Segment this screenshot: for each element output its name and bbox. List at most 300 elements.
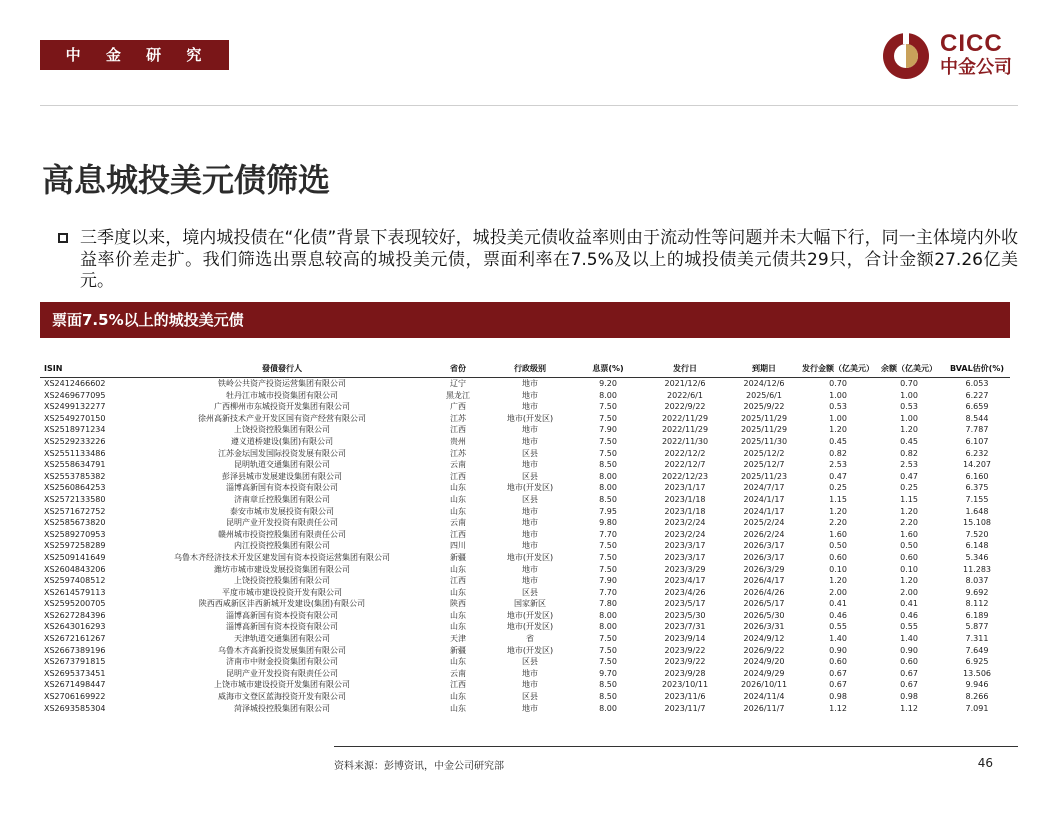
bond-table (40, 360, 1010, 714)
table-cell: 1.20 (900, 576, 918, 586)
table-cell: 贵州 (450, 436, 466, 446)
table-cell: 0.67 (900, 680, 918, 690)
table-cell: XS2597258289 (44, 541, 106, 551)
table-cell: 地市(开发区) (506, 610, 554, 620)
department-tag: 中 金 研 究 部 (40, 40, 229, 70)
table-cell: 0.70 (900, 379, 918, 388)
table-row (40, 494, 1010, 506)
table-cell: 遵义道桥建设(集团)有限公司 (230, 436, 334, 446)
table-cell: 昆明产业开发投资有限责任公司 (226, 518, 338, 528)
table-cell: 8.50 (599, 460, 617, 470)
table-cell: XS2469677095 (44, 390, 106, 400)
table-row (40, 436, 1010, 448)
table-row (40, 413, 1010, 425)
section-banner (40, 302, 1010, 338)
col-header: 发行日 (644, 360, 726, 378)
table-row (40, 633, 1010, 645)
table-cell: XS2412466602 (44, 379, 106, 388)
table-cell: 0.41 (829, 599, 847, 609)
table-cell: 1.20 (829, 425, 847, 435)
table-cell: 0.41 (900, 599, 918, 609)
table-cell: 2024/9/29 (743, 668, 785, 678)
table-cell: 0.82 (900, 448, 918, 458)
table-cell: 地市 (522, 390, 538, 400)
table-cell: 地市 (522, 529, 538, 539)
table-cell: 江苏 (450, 413, 466, 423)
table-cell: 地市 (522, 460, 538, 470)
table-row (40, 703, 1010, 715)
summary-text: 三季度以来，境内城投债在“化债”背景下表现较好，城投美元债收益率则由于流动性等问题并未大幅下行，同一主体境内外收益率价差走扩。我们筛选出票息较高的城投美元债，票面利率在7.5%及以上的城投债美元债共29只，合计金额27.26亿美元。 (80, 228, 1018, 291)
table-cell: 0.53 (900, 402, 918, 412)
table-cell: 2023/4/26 (664, 587, 706, 597)
table-row (40, 378, 1010, 390)
table-row (40, 564, 1010, 576)
table-cell: 7.155 (965, 494, 989, 504)
table-cell: 2021/12/6 (664, 379, 706, 388)
table-cell: 泰安市城市发展投资有限公司 (230, 506, 334, 516)
table-cell: 地市 (522, 576, 538, 586)
table-body (40, 378, 1010, 715)
table-cell: XS2589270953 (44, 529, 106, 539)
table-cell: 乌鲁木齐高新投资发展集团有限公司 (218, 645, 346, 655)
table-cell: 2022/6/1 (667, 390, 703, 400)
table-cell: 8.00 (599, 703, 617, 713)
table-cell: 2025/12/7 (743, 460, 785, 470)
table-cell: 陕西 (450, 599, 466, 609)
table-cell: 0.60 (900, 657, 918, 667)
table-cell: 9.20 (599, 379, 617, 388)
table-cell: 上饶投资控股集团有限公司 (234, 576, 330, 586)
table-cell: 江苏金坛国发国际投资发展有限公司 (218, 448, 346, 458)
table-cell: 2025/11/29 (740, 413, 788, 423)
table-cell: 乌鲁木齐经济技术开发区建发国有资本投资运营集团有限公司 (174, 552, 390, 562)
table-cell: 赣州城市投资控股集团有限责任公司 (218, 529, 346, 539)
table-row (40, 517, 1010, 529)
table-cell: 内江投资控股集团有限公司 (234, 541, 330, 551)
table-cell: 8.00 (599, 390, 617, 400)
table-cell: 山东 (450, 587, 466, 597)
table-cell: 1.20 (900, 506, 918, 516)
table-cell: 天津轨道交通集团有限公司 (234, 634, 330, 644)
table-cell: 2024/9/20 (743, 657, 785, 667)
table-row (40, 506, 1010, 518)
table-cell: 2026/3/17 (743, 541, 785, 551)
table-cell: 8.00 (599, 610, 617, 620)
table-cell: 0.10 (829, 564, 847, 574)
table-cell: XS2672161267 (44, 634, 106, 644)
table-row (40, 529, 1010, 541)
table-cell: 9.946 (965, 680, 989, 690)
table-cell: 2024/7/17 (743, 483, 785, 493)
table-cell: 2026/5/30 (743, 610, 785, 620)
table-cell: 2.00 (900, 587, 918, 597)
table-row (40, 598, 1010, 610)
table-cell: 地市 (522, 518, 538, 528)
table-cell: 2023/10/11 (661, 680, 709, 690)
table-cell: 区县 (522, 448, 538, 458)
table-cell: 山东 (450, 494, 466, 504)
table-cell: 9.692 (965, 587, 989, 597)
table-cell: 地市(开发区) (506, 552, 554, 562)
table-cell: 6.107 (965, 436, 989, 446)
table-cell: 0.46 (900, 610, 918, 620)
table-cell: 0.67 (829, 680, 847, 690)
table-cell: 0.45 (829, 436, 847, 446)
table-row (40, 540, 1010, 552)
table-cell: 2025/6/1 (746, 390, 782, 400)
table-cell: 2024/1/17 (743, 494, 785, 504)
table-cell: 7.311 (965, 634, 989, 644)
table-cell: 区县 (522, 587, 538, 597)
table-cell: 2026/4/17 (743, 576, 785, 586)
table-cell: XS2673791815 (44, 657, 106, 667)
table-cell: 潍坊市城市建设发展投资集团有限公司 (214, 564, 350, 574)
col-header: 發債發行人 (136, 360, 428, 378)
col-header: ISIN (40, 360, 136, 378)
table-cell: 云南 (450, 668, 466, 678)
table-cell: 2022/12/23 (661, 471, 709, 481)
table-cell: 1.40 (829, 634, 847, 644)
table-cell: 2022/12/7 (664, 460, 706, 470)
table-cell: 2026/3/17 (743, 552, 785, 562)
table-cell: 1.15 (900, 494, 918, 504)
table-cell: 地市 (522, 541, 538, 551)
table-cell: 1.60 (829, 529, 847, 539)
table-cell: 8.50 (599, 494, 617, 504)
table-cell: 1.40 (900, 634, 918, 644)
table-row (40, 482, 1010, 494)
table-cell: 1.00 (829, 390, 847, 400)
table-cell: 7.50 (599, 657, 617, 667)
table-cell: 地市(开发区) (506, 645, 554, 655)
col-header: 发行金额（亿美元） (802, 360, 874, 378)
page-title: 高息城投美元债筛选 (42, 161, 331, 199)
table-cell: 山东 (450, 564, 466, 574)
table-cell: 1.20 (900, 425, 918, 435)
table-cell: 2023/1/18 (664, 494, 706, 504)
table-cell: XS2614579113 (44, 587, 106, 597)
table-cell: 2022/11/30 (661, 436, 709, 446)
table-cell: 2024/11/4 (743, 692, 785, 702)
table-cell: 地市 (522, 425, 538, 435)
table-cell: 0.90 (900, 645, 918, 655)
table-cell: 0.67 (829, 668, 847, 678)
table-cell: XS2518971234 (44, 425, 106, 435)
table-cell: 1.12 (900, 703, 918, 713)
table-cell: 菏泽城投控股集团有限公司 (234, 703, 330, 713)
table-cell: 辽宁 (450, 379, 466, 388)
table-cell: 济南市中财金投资集团有限公司 (226, 657, 338, 667)
table-cell: 地市 (522, 379, 538, 388)
table-cell: 7.50 (599, 541, 617, 551)
table-cell: 云南 (450, 518, 466, 528)
table-cell: 8.00 (599, 471, 617, 481)
table-cell: 广西 (450, 402, 466, 412)
table-cell: 7.50 (599, 564, 617, 574)
table-cell: 广西柳州市东城投资开发集团有限公司 (214, 402, 350, 412)
table-cell: 6.375 (965, 483, 989, 493)
table-cell: 昆明轨道交通集团有限公司 (234, 460, 330, 470)
table-cell: 14.207 (963, 460, 991, 470)
table-cell: XS2627284396 (44, 610, 106, 620)
table-cell: 2.20 (829, 518, 847, 528)
table-row (40, 610, 1010, 622)
table-cell: 云南 (450, 460, 466, 470)
table-cell: XS2553785382 (44, 471, 106, 481)
table-row (40, 448, 1010, 460)
table-cell: 陕西西咸新区沣西新城开发建设(集团)有限公司 (198, 599, 366, 609)
table-cell: 9.70 (599, 668, 617, 678)
table-cell: 2023/9/22 (664, 657, 706, 667)
logo-chinese: 中金公司 (940, 57, 1012, 78)
section-title: 票面7.5%以上的城投美元债 (52, 311, 244, 329)
table-row (40, 621, 1010, 633)
table-cell: 2026/9/22 (743, 645, 785, 655)
table-cell: XS2595200705 (44, 599, 106, 609)
table-row (40, 645, 1010, 657)
table-cell: 8.50 (599, 692, 617, 702)
table-cell: 2023/2/24 (664, 529, 706, 539)
table-cell: 6.189 (965, 610, 989, 620)
table-cell: 地市 (522, 564, 538, 574)
source-note: 资料来源：彭博资讯，中金公司研究部 (334, 761, 504, 772)
table-cell: XS2585673820 (44, 518, 106, 528)
table-cell: 山东 (450, 622, 466, 632)
table-cell: XS2706169922 (44, 692, 106, 702)
table-cell: 0.25 (900, 483, 918, 493)
table-cell: 2022/11/29 (661, 425, 709, 435)
table-cell: 区县 (522, 657, 538, 667)
table-cell: 铁岭公共资产投资运营集团有限公司 (218, 379, 346, 388)
table-cell: XS2597408512 (44, 576, 106, 586)
table-row (40, 552, 1010, 564)
col-header: BVAL估价(%) (944, 360, 1010, 378)
table-cell: 2026/11/7 (743, 703, 785, 713)
table-cell: 0.60 (829, 552, 847, 562)
table-cell: 1.60 (900, 529, 918, 539)
table-cell: 山东 (450, 692, 466, 702)
table-cell: 7.787 (965, 425, 989, 435)
table-cell: 7.50 (599, 402, 617, 412)
table-cell: 黑龙江 (446, 390, 470, 400)
table-cell: 1.00 (900, 413, 918, 423)
table-cell: 7.50 (599, 436, 617, 446)
table-cell: 地市 (522, 506, 538, 516)
table-cell: 2023/3/29 (664, 564, 706, 574)
table-cell: 11.283 (963, 564, 991, 574)
table-cell: 0.46 (829, 610, 847, 620)
table-cell: 1.12 (829, 703, 847, 713)
table-cell: 2023/5/17 (664, 599, 706, 609)
table-cell: 7.90 (599, 425, 617, 435)
table-cell: XS2560864253 (44, 483, 106, 493)
table-cell: XS2551133486 (44, 448, 106, 458)
table-cell: 淄博高新国有资本投资有限公司 (226, 483, 338, 493)
table-cell: XS2529233226 (44, 436, 106, 446)
table-row (40, 390, 1010, 402)
table-cell: 8.00 (599, 483, 617, 493)
table-cell: 地市(开发区) (506, 413, 554, 423)
table-cell: 徐州高新技术产业开发区国有资产经营有限公司 (198, 413, 366, 423)
table-cell: XS2509141649 (44, 552, 106, 562)
table-cell: 地市(开发区) (506, 622, 554, 632)
table-cell: 山东 (450, 483, 466, 493)
table-cell: 5.346 (965, 552, 989, 562)
table-cell: 2025/9/22 (743, 402, 785, 412)
footer-divider (334, 746, 1018, 747)
table-cell: XS2571672752 (44, 506, 106, 516)
table-cell: 2025/12/2 (743, 448, 785, 458)
table-cell: 地市(开发区) (506, 483, 554, 493)
table-row (40, 679, 1010, 691)
table-cell: 8.00 (599, 622, 617, 632)
table-cell: 0.55 (829, 622, 847, 632)
table-cell: 0.55 (900, 622, 918, 632)
table-cell: 威海市文登区蓝海投资开发有限公司 (218, 692, 346, 702)
table-cell: 2025/2/24 (743, 518, 785, 528)
table-cell: 1.20 (829, 576, 847, 586)
table-cell: 0.90 (829, 645, 847, 655)
table-cell: 7.50 (599, 552, 617, 562)
table-cell: XS2667389196 (44, 645, 106, 655)
col-header: 行政级别 (488, 360, 572, 378)
table-cell: 淄博高新国有资本投资有限公司 (226, 622, 338, 632)
table-cell: 2023/11/7 (664, 703, 706, 713)
table-cell: 0.45 (900, 436, 918, 446)
table-cell: 2025/11/30 (740, 436, 788, 446)
table-cell: 上饶投资控股集团有限公司 (234, 425, 330, 435)
logo-english: CICC (940, 30, 1003, 57)
table-cell: 0.47 (829, 471, 847, 481)
table-cell: 7.50 (599, 634, 617, 644)
table-cell: 0.50 (829, 541, 847, 551)
table-cell: 0.60 (829, 657, 847, 667)
table-cell: 区县 (522, 494, 538, 504)
table-row (40, 401, 1010, 413)
table-cell: 2023/7/31 (664, 622, 706, 632)
table-cell: 2023/1/18 (664, 506, 706, 516)
table-cell: 0.67 (900, 668, 918, 678)
header-divider (40, 105, 1018, 106)
table-cell: 山东 (450, 610, 466, 620)
table-cell: 2024/1/17 (743, 506, 785, 516)
table-cell: 8.544 (965, 413, 989, 423)
table-cell: 6.925 (965, 657, 989, 667)
table-cell: 13.506 (963, 668, 991, 678)
col-header: 到期日 (726, 360, 802, 378)
table-cell: 7.70 (599, 529, 617, 539)
table-cell: 2025/11/23 (740, 471, 788, 481)
table-cell: 地市 (522, 703, 538, 713)
table-cell: 0.82 (829, 448, 847, 458)
table-cell: 5.877 (965, 622, 989, 632)
table-cell: 6.227 (965, 390, 989, 400)
table-cell: 2023/2/24 (664, 518, 706, 528)
table-row (40, 668, 1010, 680)
cicc-logo (882, 30, 1022, 84)
table-cell: 地市 (522, 668, 538, 678)
table-cell: 地市 (522, 402, 538, 412)
table-cell: 省 (526, 634, 534, 644)
table-cell: 2023/4/17 (664, 576, 706, 586)
table-cell: 0.98 (900, 692, 918, 702)
table-cell: 2023/3/17 (664, 541, 706, 551)
table-cell: 上饶市城市建设投资开发集团有限公司 (214, 680, 350, 690)
table-cell: 6.659 (965, 402, 989, 412)
table-cell: 2.20 (900, 518, 918, 528)
table-cell: 2.53 (900, 460, 918, 470)
table-cell: 地市 (522, 436, 538, 446)
table-cell: 0.70 (829, 379, 847, 388)
table-cell: 7.091 (965, 703, 989, 713)
table-cell: XS2499132277 (44, 402, 106, 412)
table-cell: 0.60 (900, 552, 918, 562)
table-cell: 7.50 (599, 645, 617, 655)
table-header-row (40, 360, 1010, 378)
table-cell: 区县 (522, 471, 538, 481)
table-cell: 江西 (450, 471, 466, 481)
table-cell: 新疆 (450, 645, 466, 655)
table-cell: XS2604843206 (44, 564, 106, 574)
table-row (40, 691, 1010, 703)
table-cell: XS2643016293 (44, 622, 106, 632)
table-cell: XS2549270150 (44, 413, 106, 423)
table-cell: 山东 (450, 657, 466, 667)
col-header: 息票(%) (572, 360, 644, 378)
table-cell: 7.90 (599, 576, 617, 586)
table-cell: XS2695373451 (44, 668, 106, 678)
table-cell: 2.00 (829, 587, 847, 597)
table-cell: 2026/2/24 (743, 529, 785, 539)
table-cell: XS2693585304 (44, 703, 106, 713)
table-cell: 7.50 (599, 448, 617, 458)
table-cell: 8.266 (965, 692, 989, 702)
table-cell: XS2671498447 (44, 680, 106, 690)
table-cell: 淄博高新国有资本投资有限公司 (226, 610, 338, 620)
table-cell: 2022/9/22 (664, 402, 706, 412)
table-cell: 天津 (450, 634, 466, 644)
table-cell: 8.112 (965, 599, 989, 609)
table-row (40, 471, 1010, 483)
table-row (40, 587, 1010, 599)
table-cell: 国家新区 (514, 599, 546, 609)
table-cell: 0.53 (829, 402, 847, 412)
table-cell: 2026/3/31 (743, 622, 785, 632)
table-cell: 6.160 (965, 471, 989, 481)
table-cell: 8.50 (599, 680, 617, 690)
square-bullet-icon (58, 233, 68, 243)
table-cell: 新疆 (450, 552, 466, 562)
table-cell: 7.80 (599, 599, 617, 609)
table-cell: 2.53 (829, 460, 847, 470)
table-cell: 7.649 (965, 645, 989, 655)
table-cell: 江苏 (450, 448, 466, 458)
table-cell: 7.70 (599, 587, 617, 597)
table-cell: 2023/9/28 (664, 668, 706, 678)
table-cell: 0.98 (829, 692, 847, 702)
cicc-logo-icon (882, 32, 930, 80)
table-cell: 0.47 (900, 471, 918, 481)
table-row (40, 656, 1010, 668)
table-cell: 7.95 (599, 506, 617, 516)
table-row (40, 459, 1010, 471)
table-cell: 山东 (450, 703, 466, 713)
table-cell: 江西 (450, 680, 466, 690)
table-cell: 2026/4/26 (743, 587, 785, 597)
table-cell: 牡丹江市城市投资集团有限公司 (226, 390, 338, 400)
table-cell: 江西 (450, 425, 466, 435)
table-cell: 江西 (450, 529, 466, 539)
